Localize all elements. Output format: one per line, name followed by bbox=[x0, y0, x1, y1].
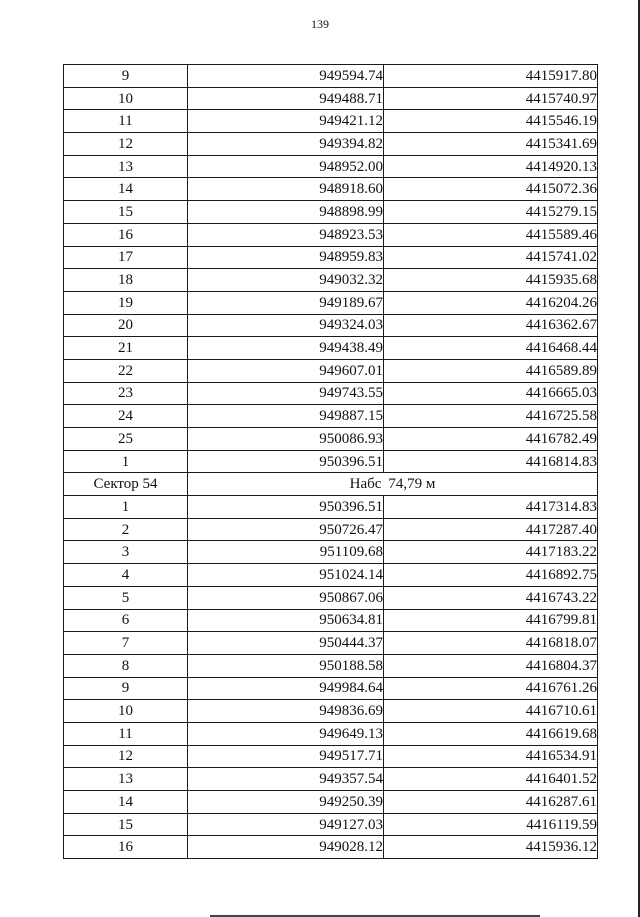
page-number: 139 bbox=[311, 17, 329, 31]
point-number: 9 bbox=[64, 677, 188, 700]
x-coordinate: 950396.51 bbox=[188, 496, 384, 519]
table-row bbox=[64, 291, 598, 314]
coordinates-table bbox=[63, 64, 598, 859]
table-row bbox=[64, 609, 598, 632]
y-coordinate: 4417183.22 bbox=[384, 541, 598, 564]
table-row bbox=[64, 541, 598, 564]
point-number: 17 bbox=[64, 246, 188, 269]
x-coordinate: 950634.81 bbox=[188, 609, 384, 632]
table-row bbox=[64, 269, 598, 292]
y-coordinate: 4416761.26 bbox=[384, 677, 598, 700]
y-coordinate: 4415279.15 bbox=[384, 201, 598, 224]
table-row bbox=[64, 314, 598, 337]
table-row bbox=[64, 405, 598, 428]
table-body-before bbox=[64, 65, 598, 473]
point-number: 25 bbox=[64, 428, 188, 451]
point-number: 13 bbox=[64, 155, 188, 178]
y-coordinate: 4416534.91 bbox=[384, 745, 598, 768]
point-number: 13 bbox=[64, 768, 188, 791]
height-prefix: Набс bbox=[349, 476, 382, 493]
x-coordinate: 950726.47 bbox=[188, 518, 384, 541]
y-coordinate: 4415936.12 bbox=[384, 836, 598, 859]
table-row bbox=[64, 155, 598, 178]
x-coordinate: 949357.54 bbox=[188, 768, 384, 791]
point-number: 22 bbox=[64, 359, 188, 382]
table-row bbox=[64, 201, 598, 224]
x-coordinate: 950086.93 bbox=[188, 428, 384, 451]
x-coordinate: 949649.13 bbox=[188, 722, 384, 745]
x-coordinate: 949394.82 bbox=[188, 133, 384, 156]
x-coordinate: 949607.01 bbox=[188, 359, 384, 382]
x-coordinate: 949743.55 bbox=[188, 382, 384, 405]
y-coordinate: 4415740.97 bbox=[384, 87, 598, 110]
point-number: 23 bbox=[64, 382, 188, 405]
x-coordinate: 949421.12 bbox=[188, 110, 384, 133]
point-number: 11 bbox=[64, 110, 188, 133]
y-coordinate: 4415917.80 bbox=[384, 65, 598, 88]
point-number: 9 bbox=[64, 65, 188, 88]
point-number: 10 bbox=[64, 87, 188, 110]
y-coordinate: 4416204.26 bbox=[384, 291, 598, 314]
table-row bbox=[64, 337, 598, 360]
height-value: 74,79 м bbox=[388, 476, 436, 493]
y-coordinate: 4416725.58 bbox=[384, 405, 598, 428]
y-coordinate: 4416619.68 bbox=[384, 722, 598, 745]
point-number: 1 bbox=[64, 496, 188, 519]
point-number: 2 bbox=[64, 518, 188, 541]
x-coordinate: 948898.99 bbox=[188, 201, 384, 224]
x-coordinate: 949189.67 bbox=[188, 291, 384, 314]
x-coordinate: 949517.71 bbox=[188, 745, 384, 768]
x-coordinate: 948952.00 bbox=[188, 155, 384, 178]
y-coordinate: 4416804.37 bbox=[384, 654, 598, 677]
table-row bbox=[64, 722, 598, 745]
y-coordinate: 4416710.61 bbox=[384, 700, 598, 723]
point-number: 24 bbox=[64, 405, 188, 428]
x-coordinate: 951109.68 bbox=[188, 541, 384, 564]
x-coordinate: 950867.06 bbox=[188, 586, 384, 609]
table-row bbox=[64, 700, 598, 723]
y-coordinate: 4416743.22 bbox=[384, 586, 598, 609]
x-coordinate: 950188.58 bbox=[188, 654, 384, 677]
sector-row bbox=[64, 473, 598, 496]
table-row bbox=[64, 65, 598, 88]
y-coordinate: 4416782.49 bbox=[384, 428, 598, 451]
table-row bbox=[64, 791, 598, 814]
table-row bbox=[64, 359, 598, 382]
table-row bbox=[64, 87, 598, 110]
table-row bbox=[64, 428, 598, 451]
x-coordinate: 949594.74 bbox=[188, 65, 384, 88]
point-number: 4 bbox=[64, 564, 188, 587]
y-coordinate: 4416119.59 bbox=[384, 813, 598, 836]
y-coordinate: 4416362.67 bbox=[384, 314, 598, 337]
table-row bbox=[64, 382, 598, 405]
table-row bbox=[64, 632, 598, 655]
table-row bbox=[64, 813, 598, 836]
x-coordinate: 949984.64 bbox=[188, 677, 384, 700]
y-coordinate: 4415589.46 bbox=[384, 223, 598, 246]
x-coordinate: 949028.12 bbox=[188, 836, 384, 859]
x-coordinate: 950396.51 bbox=[188, 450, 384, 473]
point-number: 6 bbox=[64, 609, 188, 632]
point-number: 12 bbox=[64, 133, 188, 156]
table-row bbox=[64, 564, 598, 587]
x-coordinate: 949127.03 bbox=[188, 813, 384, 836]
point-number: 19 bbox=[64, 291, 188, 314]
y-coordinate: 4414920.13 bbox=[384, 155, 598, 178]
x-coordinate: 949836.69 bbox=[188, 700, 384, 723]
x-coordinate: 951024.14 bbox=[188, 564, 384, 587]
x-coordinate: 949250.39 bbox=[188, 791, 384, 814]
table-row bbox=[64, 178, 598, 201]
x-coordinate: 949438.49 bbox=[188, 337, 384, 360]
table-row bbox=[64, 110, 598, 133]
table-row bbox=[64, 450, 598, 473]
point-number: 15 bbox=[64, 201, 188, 224]
table-row bbox=[64, 654, 598, 677]
point-number: 5 bbox=[64, 586, 188, 609]
table-row bbox=[64, 223, 598, 246]
x-coordinate: 950444.37 bbox=[188, 632, 384, 655]
table-body-after bbox=[64, 496, 598, 859]
point-number: 20 bbox=[64, 314, 188, 337]
point-number: 16 bbox=[64, 223, 188, 246]
point-number: 15 bbox=[64, 813, 188, 836]
point-number: 14 bbox=[64, 178, 188, 201]
table-row bbox=[64, 768, 598, 791]
point-number: 16 bbox=[64, 836, 188, 859]
y-coordinate: 4416665.03 bbox=[384, 382, 598, 405]
table-row bbox=[64, 677, 598, 700]
point-number: 8 bbox=[64, 654, 188, 677]
x-coordinate: 948923.53 bbox=[188, 223, 384, 246]
sector-label: Сектор 54 bbox=[64, 473, 188, 496]
x-coordinate: 948918.60 bbox=[188, 178, 384, 201]
y-coordinate: 4416589.89 bbox=[384, 359, 598, 382]
sector-header bbox=[64, 473, 598, 496]
point-number: 12 bbox=[64, 745, 188, 768]
table-row bbox=[64, 745, 598, 768]
y-coordinate: 4416814.83 bbox=[384, 450, 598, 473]
point-number: 11 bbox=[64, 722, 188, 745]
y-coordinate: 4416287.61 bbox=[384, 791, 598, 814]
y-coordinate: 4415741.02 bbox=[384, 246, 598, 269]
y-coordinate: 4415341.69 bbox=[384, 133, 598, 156]
point-number: 3 bbox=[64, 541, 188, 564]
x-coordinate: 949887.15 bbox=[188, 405, 384, 428]
point-number: 14 bbox=[64, 791, 188, 814]
point-number: 21 bbox=[64, 337, 188, 360]
y-coordinate: 4415546.19 bbox=[384, 110, 598, 133]
table-row bbox=[64, 133, 598, 156]
y-coordinate: 4415072.36 bbox=[384, 178, 598, 201]
y-coordinate: 4416818.07 bbox=[384, 632, 598, 655]
x-coordinate: 949032.32 bbox=[188, 269, 384, 292]
x-coordinate: 949324.03 bbox=[188, 314, 384, 337]
table-row bbox=[64, 586, 598, 609]
y-coordinate: 4416401.52 bbox=[384, 768, 598, 791]
x-coordinate: 948959.83 bbox=[188, 246, 384, 269]
point-number: 7 bbox=[64, 632, 188, 655]
table-row bbox=[64, 496, 598, 519]
y-coordinate: 4416799.81 bbox=[384, 609, 598, 632]
point-number: 1 bbox=[64, 450, 188, 473]
y-coordinate: 4417287.40 bbox=[384, 518, 598, 541]
point-number: 10 bbox=[64, 700, 188, 723]
table-row bbox=[64, 518, 598, 541]
y-coordinate: 4416892.75 bbox=[384, 564, 598, 587]
sector-height bbox=[188, 473, 598, 496]
table-row bbox=[64, 246, 598, 269]
point-number: 18 bbox=[64, 269, 188, 292]
table-row bbox=[64, 836, 598, 859]
y-coordinate: 4415935.68 bbox=[384, 269, 598, 292]
y-coordinate: 4416468.44 bbox=[384, 337, 598, 360]
x-coordinate: 949488.71 bbox=[188, 87, 384, 110]
y-coordinate: 4417314.83 bbox=[384, 496, 598, 519]
